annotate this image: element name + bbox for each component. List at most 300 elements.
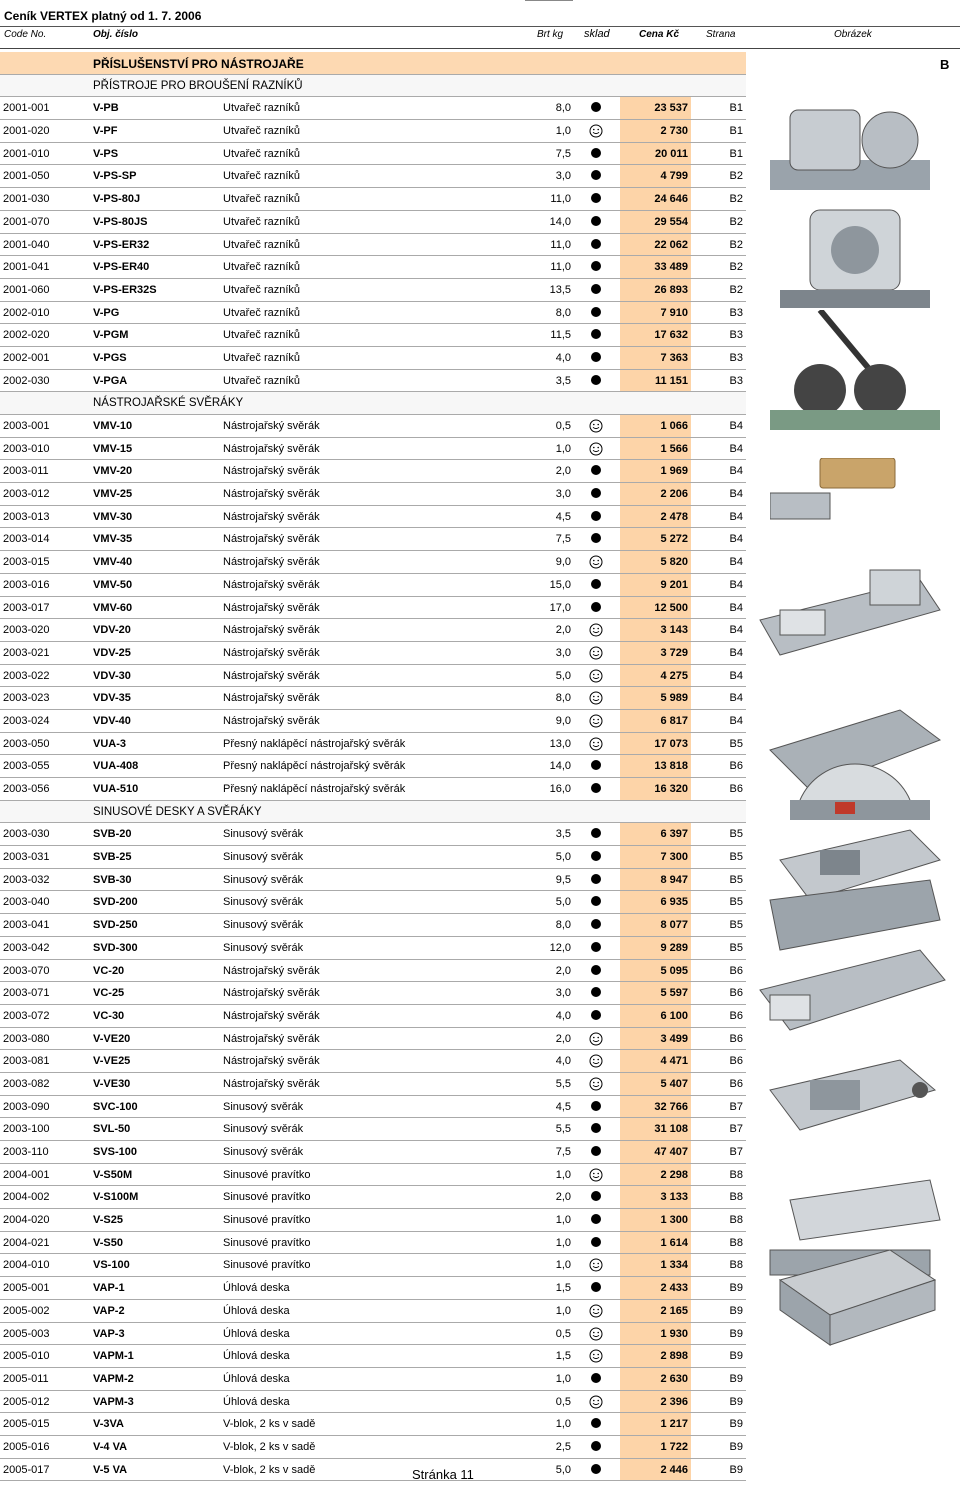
order-number: V-PF [93, 125, 118, 138]
product-description: Utvařeč razníků [223, 147, 301, 160]
table-row [0, 1118, 746, 1141]
product-code: 2003-041 [3, 919, 50, 932]
price: 5 820 [660, 556, 688, 569]
smiley-icon [589, 1349, 603, 1363]
gross-weight: 14,0 [549, 760, 571, 773]
product-description: V-blok, 2 ks v sadě [223, 1463, 316, 1476]
stock-status [589, 1440, 603, 1454]
product-description: Nástrojařský svěrák [223, 533, 320, 546]
product-code: 2003-080 [3, 1032, 50, 1045]
in-stock-dot-icon [591, 1418, 601, 1428]
gross-weight: 3,0 [555, 646, 571, 659]
product-code: 2003-021 [3, 646, 50, 659]
price: 5 095 [660, 964, 688, 977]
page-ref: B6 [729, 1077, 743, 1090]
smiley-icon [589, 646, 603, 660]
order-number: SVB-25 [93, 851, 132, 864]
price: 26 893 [654, 283, 688, 296]
page-ref: B4 [729, 692, 743, 705]
price: 7 910 [660, 306, 688, 319]
gross-weight: 2,5 [555, 1440, 571, 1453]
gross-weight: 1,0 [555, 1304, 571, 1317]
page-ref: B4 [729, 714, 743, 727]
product-description: V-blok, 2 ks v sadě [223, 1440, 316, 1453]
gross-weight: 1,5 [555, 1350, 571, 1363]
product-code: 2003-055 [3, 760, 50, 773]
table-row [0, 302, 746, 325]
price: 7 363 [660, 351, 688, 364]
stock-status [589, 986, 603, 1000]
gross-weight: 3,5 [555, 374, 571, 387]
page-ref: B4 [729, 624, 743, 637]
table-row [0, 982, 746, 1005]
product-code: 2005-015 [3, 1418, 50, 1431]
table-row [0, 1186, 746, 1209]
product-code: 2003-090 [3, 1100, 50, 1113]
table-row [0, 574, 746, 597]
price: 33 489 [654, 261, 688, 274]
price: 1 930 [660, 1327, 688, 1340]
page-ref: B6 [729, 783, 743, 795]
order-number: V-S50 [93, 1236, 123, 1249]
price: 3 729 [660, 646, 688, 659]
order-number: VMV-50 [93, 578, 133, 591]
order-number: SVD-250 [93, 919, 138, 932]
page-ref: B6 [729, 760, 743, 773]
page-ref: B6 [729, 1009, 743, 1022]
price: 3 133 [660, 1191, 688, 1204]
price: 2 206 [660, 488, 688, 501]
product-code: 2003-082 [3, 1077, 50, 1090]
stock-status [589, 1304, 603, 1318]
product-description: Nástrojařský svěrák [223, 987, 320, 1000]
order-number: VMV-15 [93, 442, 133, 455]
price: 8 077 [660, 919, 688, 932]
product-code: 2003-020 [3, 624, 50, 637]
page-ref: B7 [729, 1146, 743, 1158]
stock-status [589, 532, 603, 546]
table-row [0, 324, 746, 347]
product-code: 2003-110 [3, 1146, 49, 1158]
price: 9 289 [660, 941, 688, 954]
stock-status [589, 1122, 603, 1136]
price-table [0, 52, 746, 1481]
stock-status [589, 1258, 603, 1272]
product-code: 2002-010 [3, 306, 50, 319]
gross-weight: 5,0 [555, 669, 571, 682]
price: 4 275 [660, 669, 688, 682]
price: 16 320 [654, 783, 688, 795]
in-stock-dot-icon [591, 1214, 601, 1224]
page-ref: B5 [729, 851, 743, 864]
order-number: VMV-40 [93, 556, 133, 569]
price: 6 397 [660, 828, 688, 841]
table-row [0, 1323, 746, 1346]
product-code: 2003-023 [3, 692, 50, 705]
page-ref: B3 [729, 329, 743, 342]
table-row [0, 869, 746, 892]
header-brt: Brt kg [537, 29, 564, 40]
precision-vise-image [750, 560, 950, 680]
table-row [0, 1164, 746, 1187]
product-code: 2004-021 [3, 1236, 50, 1249]
gross-weight: 5,0 [555, 851, 571, 864]
gross-weight: 8,0 [555, 102, 571, 115]
order-number: V-PS [93, 147, 119, 160]
order-number: V-5 VA [93, 1463, 128, 1476]
stock-status [589, 782, 603, 796]
header-sklad: sklad [584, 28, 610, 40]
stock-status [589, 1213, 603, 1227]
table-row [0, 1368, 746, 1391]
in-stock-dot-icon [591, 942, 601, 952]
price: 29 554 [654, 215, 688, 228]
gross-weight: 1,0 [555, 1236, 571, 1249]
header-code: Code No. [4, 29, 47, 40]
page-ref: B9 [729, 1304, 743, 1317]
price: 2 433 [660, 1282, 688, 1295]
order-number: VMV-35 [93, 533, 133, 546]
price: 9 201 [660, 578, 688, 591]
product-code: 2003-010 [3, 442, 50, 455]
stock-status [589, 759, 603, 773]
table-row [0, 1050, 746, 1073]
product-description: Nástrojařský svěrák [223, 1055, 320, 1068]
gross-weight: 13,0 [549, 737, 571, 750]
product-code: 2003-100 [3, 1123, 50, 1136]
table-row [0, 1254, 746, 1277]
product-description: Utvařeč razníků [223, 374, 301, 387]
gross-weight: 2,0 [555, 624, 571, 637]
in-stock-dot-icon [591, 965, 601, 975]
page-ref: B9 [729, 1372, 743, 1385]
gross-weight: 8,0 [555, 919, 571, 932]
smiley-icon [589, 555, 603, 569]
table-row [0, 710, 746, 733]
gross-weight: 16,0 [549, 783, 571, 795]
product-description: Nástrojařský svěrák [223, 624, 320, 637]
table-row [0, 211, 746, 234]
product-code: 2003-042 [3, 941, 50, 954]
table-row [0, 1459, 746, 1482]
price: 1 722 [660, 1440, 688, 1453]
gross-weight: 4,0 [555, 1009, 571, 1022]
table-row [0, 1436, 746, 1459]
stock-status [589, 192, 603, 206]
page-ref: B9 [729, 1350, 743, 1363]
page-ref: B9 [729, 1418, 743, 1431]
product-code: 2005-001 [3, 1282, 50, 1295]
order-number: VAP-1 [93, 1282, 125, 1295]
product-description: Nástrojařský svěrák [223, 1077, 320, 1090]
order-number: V-PGS [93, 351, 127, 364]
product-code: 2003-030 [3, 828, 50, 841]
in-stock-dot-icon [591, 602, 601, 612]
table-row [0, 347, 746, 370]
product-description: Úhlová deska [223, 1372, 290, 1385]
product-description: Utvařeč razníků [223, 351, 301, 364]
top-rule [525, 0, 573, 1]
gross-weight: 9,5 [555, 873, 571, 886]
page-ref: B7 [729, 1100, 743, 1113]
stock-status [589, 124, 603, 138]
product-code: 2001-030 [3, 193, 50, 206]
product-description: Sinusový svěrák [223, 896, 304, 909]
gross-weight: 4,0 [555, 351, 571, 364]
gross-weight: 4,5 [555, 510, 571, 523]
table-row [0, 165, 746, 188]
product-code: 2005-010 [3, 1350, 50, 1363]
price: 22 062 [654, 238, 688, 251]
page-ref: B4 [729, 488, 743, 501]
order-number: SVD-200 [93, 896, 138, 909]
page-ref: B2 [729, 170, 743, 183]
stock-status [589, 1281, 603, 1295]
in-stock-dot-icon [591, 1237, 601, 1247]
gross-weight: 13,5 [549, 283, 571, 296]
stock-status [589, 691, 603, 705]
compact-vise-image [750, 1050, 950, 1170]
price: 6 935 [660, 896, 688, 909]
gross-weight: 8,0 [555, 692, 571, 705]
in-stock-dot-icon [591, 1010, 601, 1020]
in-stock-dot-icon [591, 1146, 601, 1156]
table-row [0, 778, 746, 801]
stock-status [589, 169, 603, 183]
gross-weight: 5,5 [555, 1123, 571, 1136]
table-row [0, 1277, 746, 1300]
section-letter: B [940, 57, 950, 72]
in-stock-dot-icon [591, 102, 601, 112]
product-code: 2001-010 [3, 147, 50, 160]
page-ref: B2 [729, 261, 743, 274]
product-description: Nástrojařský svěrák [223, 1032, 320, 1045]
in-stock-dot-icon [591, 783, 601, 793]
smiley-icon [589, 737, 603, 751]
price: 5 407 [660, 1077, 688, 1090]
order-number: V-S25 [93, 1214, 123, 1227]
gross-weight: 2,0 [555, 465, 571, 478]
table-row [0, 234, 746, 257]
product-code: 2001-040 [3, 238, 50, 251]
price: 1 969 [660, 465, 688, 478]
product-code: 2003-017 [3, 601, 50, 614]
product-code: 2003-040 [3, 896, 50, 909]
in-stock-dot-icon [591, 1373, 601, 1383]
product-code: 2004-020 [3, 1214, 50, 1227]
product-code: 2003-014 [3, 533, 50, 546]
order-number: VAP-2 [93, 1304, 125, 1317]
product-description: Sinusové pravítko [223, 1168, 311, 1181]
product-description: Utvařeč razníků [223, 170, 301, 183]
gross-weight: 7,5 [555, 533, 571, 546]
gross-weight: 0,5 [555, 1395, 571, 1408]
page-ref: B6 [729, 987, 743, 1000]
product-code: 2005-016 [3, 1440, 50, 1453]
gross-weight: 4,0 [555, 1055, 571, 1068]
product-code: 2001-060 [3, 283, 50, 296]
order-number: V-PS-SP [93, 170, 137, 183]
product-description: Úhlová deska [223, 1395, 290, 1408]
page-ref: B1 [729, 147, 743, 160]
page-ref: B5 [729, 873, 743, 886]
product-code: 2001-001 [3, 102, 50, 115]
stock-status [589, 601, 603, 615]
table-row [0, 733, 746, 756]
table-row [0, 687, 746, 710]
stock-status [589, 1100, 603, 1114]
header-obrazek: Obrázek [834, 29, 872, 40]
smiley-icon [589, 1327, 603, 1341]
price: 3 499 [660, 1032, 688, 1045]
page-ref: B5 [729, 737, 743, 750]
punch-grinder-image [750, 90, 950, 340]
product-description: Utvařeč razníků [223, 329, 301, 342]
table-row [0, 415, 746, 438]
product-code: 2003-015 [3, 556, 50, 569]
order-number: VUA-510 [93, 783, 139, 795]
gross-weight: 1,0 [555, 1259, 571, 1272]
page-ref: B4 [729, 465, 743, 478]
in-stock-dot-icon [591, 170, 601, 180]
gross-weight: 17,0 [549, 601, 571, 614]
in-stock-dot-icon [591, 216, 601, 226]
price: 20 011 [654, 147, 688, 160]
page-ref: B4 [729, 510, 743, 523]
gross-weight: 15,0 [549, 578, 571, 591]
stock-status [589, 941, 603, 955]
product-description: Sinusové pravítko [223, 1236, 311, 1249]
stock-status [589, 1463, 603, 1477]
price: 12 500 [654, 601, 688, 614]
product-description: Sinusový svěrák [223, 1123, 304, 1136]
gross-weight: 12,0 [549, 941, 571, 954]
stock-status [589, 714, 603, 728]
order-number: V-PGA [93, 374, 128, 387]
price: 1 066 [660, 420, 688, 432]
stock-status [589, 283, 603, 297]
table-row [0, 619, 746, 642]
stock-status [589, 1190, 603, 1204]
order-number: V-PS-80JS [93, 215, 148, 228]
page-ref: B4 [729, 646, 743, 659]
stock-status [589, 669, 603, 683]
stock-status [589, 215, 603, 229]
in-stock-dot-icon [591, 193, 601, 203]
table-row [0, 914, 746, 937]
page-ref: B5 [729, 896, 743, 909]
page-ref: B8 [729, 1214, 743, 1227]
table-row [0, 1413, 746, 1436]
order-number: V-PB [93, 102, 119, 115]
product-code: 2003-031 [3, 851, 50, 864]
product-description: Sinusový svěrák [223, 873, 304, 886]
page-footer: Stránka 11 [412, 1467, 474, 1482]
table-row [0, 97, 746, 120]
product-description: Sinusový svěrák [223, 1146, 304, 1158]
smiley-icon [589, 1032, 603, 1046]
in-stock-dot-icon [591, 488, 601, 498]
in-stock-dot-icon [591, 261, 601, 271]
product-description: Nástrojařský svěrák [223, 964, 320, 977]
gross-weight: 1,0 [555, 442, 571, 455]
product-code: 2004-010 [3, 1259, 50, 1272]
header-cena: Cena Kč [639, 29, 680, 40]
stock-status [589, 442, 603, 456]
header-obj: Obj. číslo [93, 29, 139, 40]
price: 1 614 [660, 1236, 688, 1249]
table-row [0, 1345, 746, 1368]
table-row [0, 960, 746, 983]
order-number: V-VE25 [93, 1055, 131, 1068]
table-row [0, 823, 746, 846]
price: 4 471 [660, 1055, 688, 1068]
stock-status [589, 1032, 603, 1046]
gross-weight: 2,0 [555, 1032, 571, 1045]
table-row [0, 506, 746, 529]
stock-status [589, 1145, 603, 1159]
in-stock-dot-icon [591, 511, 601, 521]
product-description: Nástrojařský svěrák [223, 556, 320, 569]
table-row [0, 1300, 746, 1323]
stock-status [589, 1054, 603, 1068]
product-code: 2001-020 [3, 125, 50, 138]
table-row [0, 120, 746, 143]
page-ref: B4 [729, 556, 743, 569]
product-description: Nástrojařský svěrák [223, 510, 320, 523]
order-number: VMV-10 [93, 420, 133, 432]
order-number: V-VE20 [93, 1032, 131, 1045]
product-description: Utvařeč razníků [223, 238, 301, 251]
category-title: PŘÍSLUŠENSTVÍ PRO NÁSTROJAŘE [93, 57, 304, 71]
page-ref: B2 [729, 238, 743, 251]
product-code: 2005-003 [3, 1327, 50, 1340]
gross-weight: 2,0 [555, 1191, 571, 1204]
order-number: VMV-60 [93, 601, 133, 614]
in-stock-dot-icon [591, 329, 601, 339]
card-and-vise-image [770, 458, 900, 528]
table-row [0, 1096, 746, 1119]
product-description: Nástrojařský svěrák [223, 442, 320, 455]
header-divider [0, 48, 960, 49]
gross-weight: 11,0 [550, 238, 571, 251]
product-description: Utvařeč razníků [223, 102, 301, 115]
stock-status [589, 918, 603, 932]
price: 2 446 [660, 1463, 688, 1476]
order-number: VAPM-2 [93, 1372, 134, 1385]
table-row [0, 483, 746, 506]
stock-status [589, 964, 603, 978]
product-code: 2003-011 [3, 465, 49, 478]
page-ref: B9 [729, 1282, 743, 1295]
order-number: VMV-30 [93, 510, 133, 523]
gross-weight: 0,5 [555, 1327, 571, 1340]
smiley-icon [589, 1258, 603, 1272]
stock-status [589, 1349, 603, 1363]
table-row [0, 188, 746, 211]
order-number: V-PG [93, 306, 120, 319]
table-row [0, 597, 746, 620]
page-ref: B4 [729, 669, 743, 682]
in-stock-dot-icon [591, 352, 601, 362]
category-heading-row [0, 801, 746, 824]
page-ref: B9 [729, 1440, 743, 1453]
stock-status [589, 1417, 603, 1431]
product-code: 2001-050 [3, 170, 50, 183]
smiley-icon [589, 124, 603, 138]
angle-plate-image [770, 1240, 940, 1350]
order-number: VAP-3 [93, 1327, 125, 1340]
